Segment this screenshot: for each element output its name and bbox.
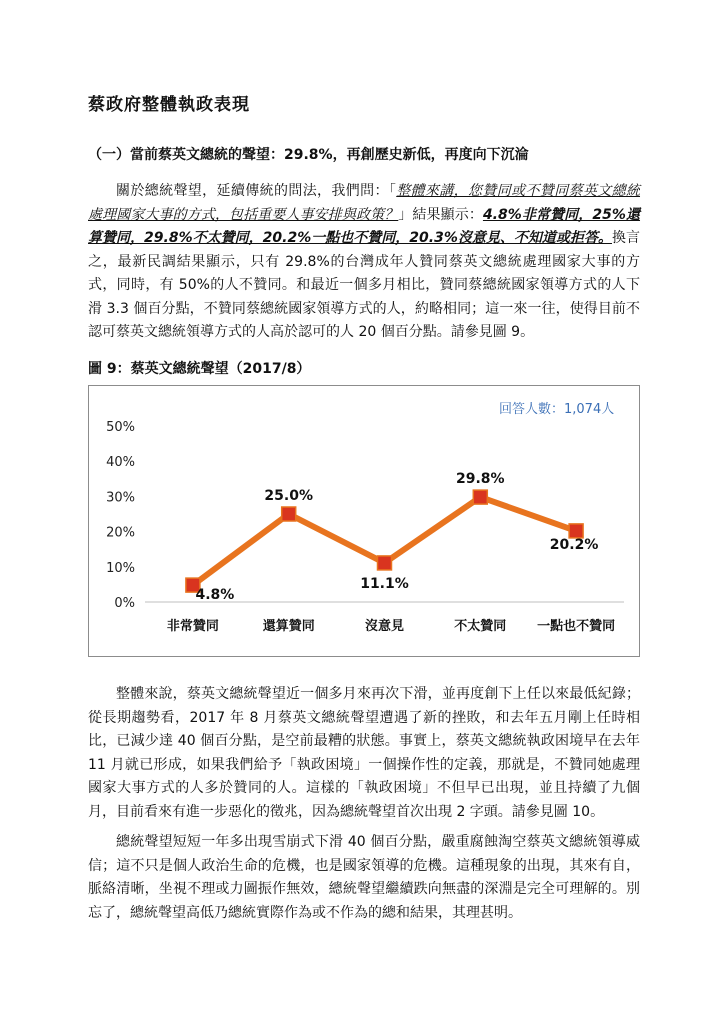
survey-results: 4.8%非常贊同，25%還算贊同，29.8%不太贊同，20.2%一點也不贊同，20.3%沒意見、不知道或拒答。 (88, 206, 641, 246)
y-tick-label: 40% (106, 455, 135, 471)
respondent-count: 回答人數：1,074人 (499, 402, 615, 417)
chart-frame (88, 385, 640, 657)
line-chart (89, 386, 639, 656)
data-label: 4.8% (195, 587, 235, 604)
x-axis-labels (167, 618, 615, 634)
paragraph-2-text: 整體來說，蔡英文總統聲望近一個多月來再次下滑，並再度創下上任以來最低紀錄；從長期趨勢看，2017 年 8 月蔡英文總統聲望遭遇了新的挫敗，和去年五月剛上任時相比，已減少達 40 個百分點，是空前最糟的狀態。事實上，蔡英文總統執政困境早在去年 11 月就已形成，如果我們給予「執政困境」一個操作性的定義，那就是，不贊同她處理國家大事方式的人多於贊同的人。這樣的「執政困境」不但早已出現，並且持續了九個月，目前看來有進一步惡化的徵兆，因為總統聲望首次出現 2 字頭。請參見圖 10。 (88, 686, 640, 820)
paragraph-3-text: 總統聲望短短一年多出現雪崩式下滑 40 個百分點，嚴重腐蝕淘空蔡英文總統領導威信；這不只是個人政治生命的危機，也是國家領導的危機。這種現象的出現，其來有自，脈絡清晰，坐視不理或力圖振作無效，總統聲望繼續跌向無盡的深淵是完全可理解的。別忘了，總統聲望高低乃總統實際作為或不作為的總和結果，其理甚明。 (88, 834, 640, 921)
paragraph-1-connector: 」結果顯示： (398, 206, 483, 223)
data-label: 29.8% (456, 471, 505, 488)
paragraph-1 (88, 180, 640, 345)
x-tick-label: 一點也不贊同 (537, 619, 616, 634)
y-tick-label: 20% (106, 525, 135, 541)
data-label: 25.0% (264, 488, 313, 504)
x-tick-label: 不太贊同 (454, 619, 507, 634)
x-tick-label: 非常贊同 (166, 619, 219, 634)
x-tick-label: 沒意見 (364, 619, 405, 634)
paragraph-2 (88, 683, 640, 824)
data-point (473, 490, 487, 504)
data-point (282, 507, 296, 521)
data-point (378, 556, 392, 570)
paragraph-1-intro: 關於總統聲望，延續傳統的問法，我們問：「 (116, 183, 397, 199)
page-title: 蔡政府整體執政表現 (88, 95, 250, 115)
y-tick-label: 30% (106, 490, 135, 506)
y-tick-label: 10% (106, 560, 135, 576)
series-line (193, 497, 576, 585)
y-tick-label: 0% (114, 596, 135, 611)
data-point (569, 524, 583, 538)
paragraph-3 (88, 831, 640, 925)
survey-question: 整體來講，您贊同或不贊同蔡英文總統處理國家大事的方式，包括重要人事安排與政策？ (88, 183, 641, 223)
y-axis-labels (106, 420, 135, 611)
x-tick-label: 還算贊同 (262, 619, 315, 634)
figure-caption: 圖 9：蔡英文總統聲望（2017/8） (88, 361, 311, 377)
data-label: 11.1% (360, 575, 409, 592)
paragraph-1-body: 換言之，最新民調結果顯示，只有 29.8%的台灣成年人贊同蔡英文總統處理國家大事的方式，同時，有 50%的人不贊同。和最近一個多月相比，贊同蔡總統國家領導方式的人下滑 3.3 個百分點，不贊同蔡總統國家領導方式的人，約略相同；這一來一往，使得目前不認可蔡英文總統領導方式的人高於認可的人 20 個百分點。請參見圖 9。 (88, 230, 640, 340)
y-tick-label: 50% (106, 420, 135, 435)
section-heading: （一）當前蔡英文總統的聲望：29.8%，再創歷史新低，再度向下沉淪 (88, 147, 529, 163)
data-label: 20.2% (549, 536, 599, 553)
